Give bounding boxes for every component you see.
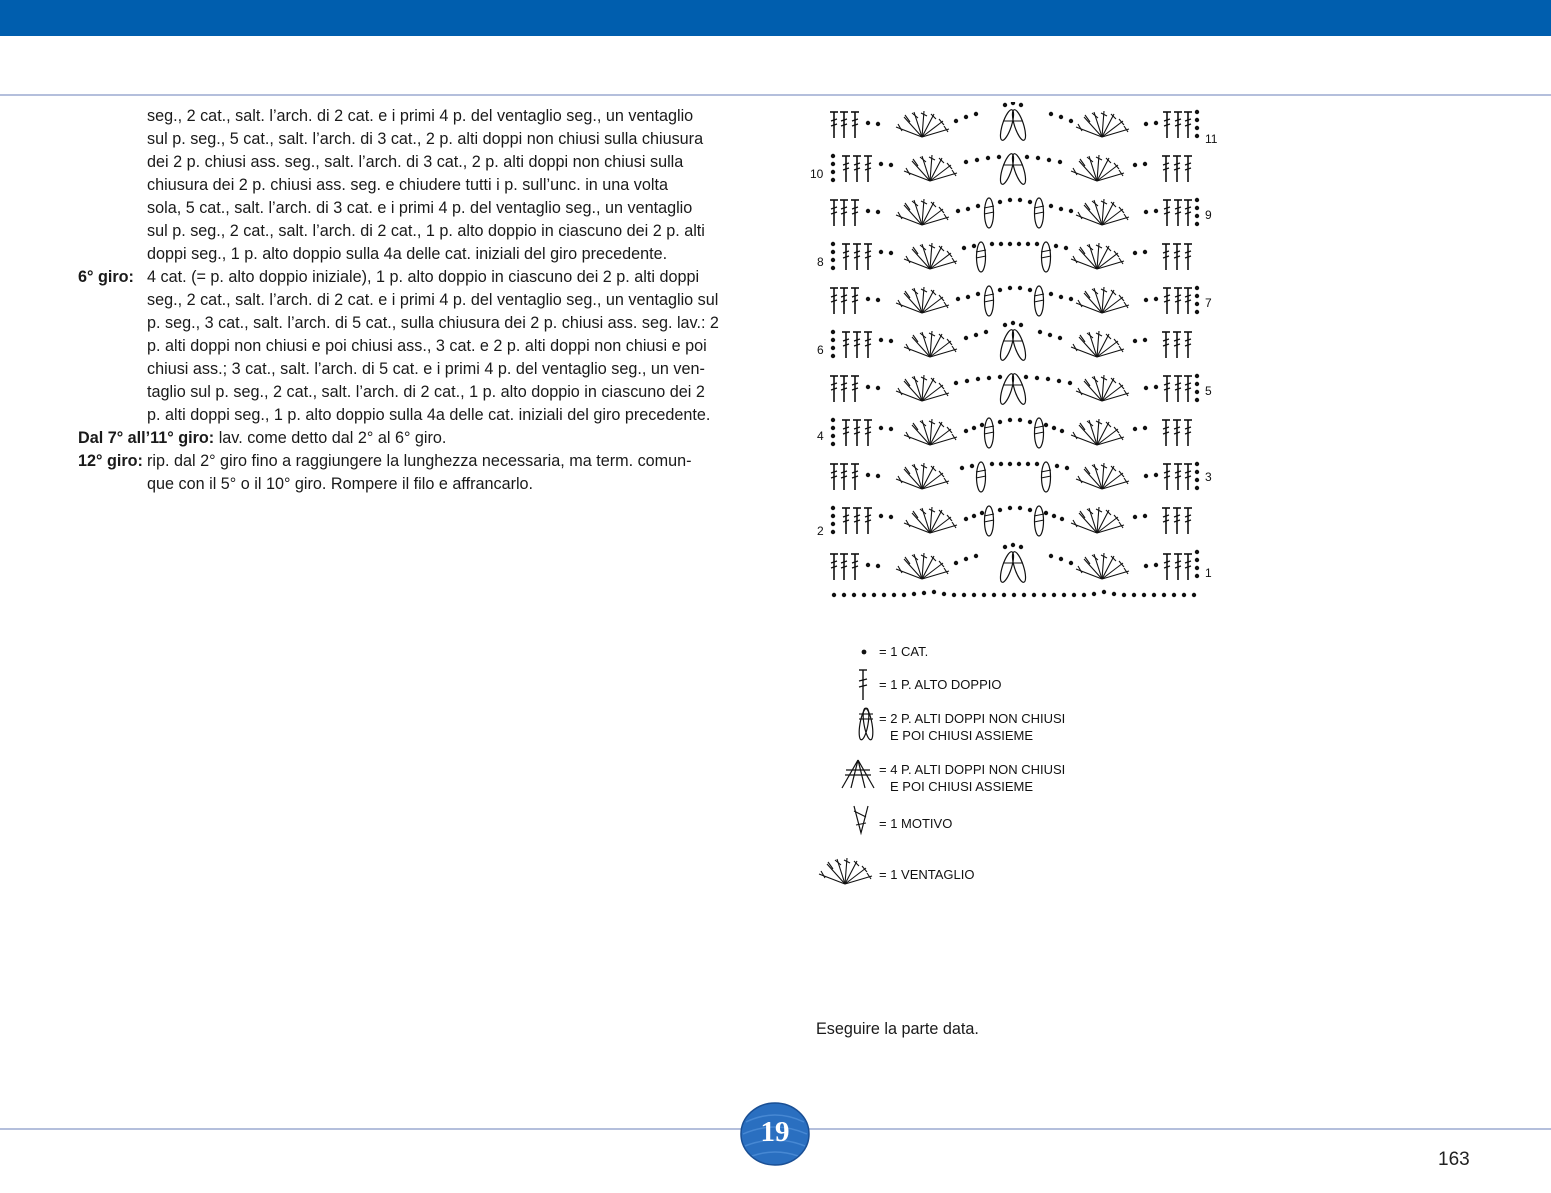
pattern-number-badge: [740, 1102, 810, 1166]
diagram-row: [842, 242, 1192, 272]
instruction-line: sul p. seg., 2 cat., salt. l’arch. di 2 cat., 1 p. alto doppio in ciascuno dei 2 p. alti: [147, 222, 705, 240]
row-number-label: 7: [1205, 296, 1212, 310]
instruction-line: p. seg., 3 cat., salt. l’arch. di 5 cat., sulla chiusura dei 2 p. chiusi ass. seg. lav.: 2: [147, 314, 719, 332]
row-number-label: 1: [1205, 566, 1212, 580]
row-number-label: 9: [1205, 208, 1212, 222]
giro-12-label: 12° giro:: [78, 452, 143, 470]
legend-text: = 1 VENTAGLIO: [879, 867, 975, 882]
double-treble-icon: [856, 668, 870, 702]
row-number-label: 2: [817, 524, 824, 538]
diagram-row: [830, 372, 1192, 405]
foundation-chain: [832, 590, 1196, 597]
diagram-row: [830, 198, 1192, 228]
instruction-line: rip. dal 2° giro fino a raggiungere la lunghezza necessaria, ma term. comun-: [147, 452, 692, 470]
page-number: 163: [1438, 1149, 1470, 1170]
row-number-label: 4: [817, 429, 824, 443]
legend-text: = 1 P. ALTO DOPPIO: [879, 677, 1002, 692]
row-number-label: 5: [1205, 384, 1212, 398]
two-cluster-icon: [856, 706, 876, 742]
header-bar: [0, 0, 1551, 36]
chain-dot-icon: [858, 646, 870, 658]
diagram-row: [830, 543, 1192, 584]
turning-chains: [831, 110, 1199, 578]
giro-7-11-row: [78, 427, 738, 450]
diagram-row: [830, 102, 1192, 142]
giro-7-11-label: Dal 7° all’11° giro:: [78, 429, 215, 447]
diagram-row: [842, 152, 1192, 185]
legend-text: = 2 P. ALTI DOPPI NON CHIUSI: [879, 711, 1066, 726]
legend-text: E POI CHIUSI ASSIEME: [890, 728, 1034, 743]
legend-text: = 1 CAT.: [879, 644, 929, 659]
row-number-label: 3: [1205, 470, 1212, 484]
fan-icon: [814, 850, 876, 886]
giro-12-row: [78, 450, 738, 473]
row-number-label: 8: [817, 255, 824, 269]
instruction-line: chiusi ass.; 3 cat., salt. l’arch. di 5 cat. e i primi 4 p. del ventaglio seg., un ven-: [147, 360, 705, 378]
four-cluster-icon: [840, 756, 876, 792]
diagram-row: [830, 462, 1192, 492]
instructions-text: [78, 105, 738, 496]
chart-rows: [830, 102, 1192, 584]
row-number-label: 6: [817, 343, 824, 357]
instruction-line: taglio sul p. seg., 2 cat., salt. l’arch. di 2 cat., 1 p. alto doppio in ciascuno dei 2: [147, 383, 705, 401]
row-number-label: 10: [810, 167, 824, 181]
diagram-row: [842, 321, 1192, 362]
instruction-line: seg., 2 cat., salt. l’arch. di 2 cat. e i primi 4 p. del ventaglio seg., un ventaglio sul: [147, 291, 719, 309]
instruction-line: doppi seg., 1 p. alto doppio sulla 4a delle cat. iniziali del giro precedente.: [147, 245, 668, 263]
instruction-line: seg., 2 cat., salt. l’arch. di 2 cat. e i primi 4 p. del ventaglio seg., un ventaglio: [147, 107, 694, 125]
instruction-line: p. alti doppi seg., 1 p. alto doppio sulla 4a delle cat. iniziali del giro precedente.: [147, 406, 711, 424]
instruction-line: chiusura dei 2 p. chiusi ass. seg. e chiudere tutti i p. sull’unc. in una volta: [147, 176, 668, 194]
giro-6-label: 6° giro:: [78, 268, 134, 286]
pattern-number: 19: [760, 1116, 790, 1148]
legend-text: = 4 P. ALTI DOPPI NON CHIUSI: [879, 762, 1066, 777]
instruction-line: lav. come detto dal 2° al 6° giro.: [218, 429, 447, 447]
instruction-line: p. alti doppi non chiusi e poi chiusi ass., 3 cat. e 2 p. alti doppi non chiusi e poi: [147, 337, 707, 355]
diagram-row: [842, 418, 1192, 448]
legend-text: E POI CHIUSI ASSIEME: [890, 779, 1034, 794]
legend-text: = 1 MOTIVO: [879, 816, 953, 831]
crochet-chart: [806, 102, 1236, 607]
note-text: Eseguire la parte data.: [816, 1020, 979, 1038]
instruction-line: que con il 5° o il 10° giro. Rompere il filo e affrancarlo.: [147, 475, 534, 493]
row-number-label: 11: [1205, 132, 1218, 146]
instruction-line: 4 cat. (= p. alto doppio iniziale), 1 p. alto doppio in ciascuno dei 2 p. alti doppi: [147, 268, 700, 286]
motif-icon: [850, 803, 872, 837]
instruction-line: dei 2 p. chiusi ass. seg., salt. l’arch. di 3 cat., 2 p. alti doppi non chiusi sulla: [147, 153, 684, 171]
giro-6-row: [78, 266, 738, 289]
diagram-row: [830, 286, 1192, 316]
header-rule: [0, 94, 1551, 96]
instruction-line: sul p. seg., 5 cat., salt. l’arch. di 3 cat., 2 p. alti doppi non chiusi sulla chiusura: [147, 130, 704, 148]
diagram-row: [842, 506, 1192, 536]
chart-legend: [810, 640, 1130, 890]
instruction-line: sola, 5 cat., salt. l’arch. di 3 cat. e i primi 4 p. del ventaglio seg., un ventaglio: [147, 199, 693, 217]
